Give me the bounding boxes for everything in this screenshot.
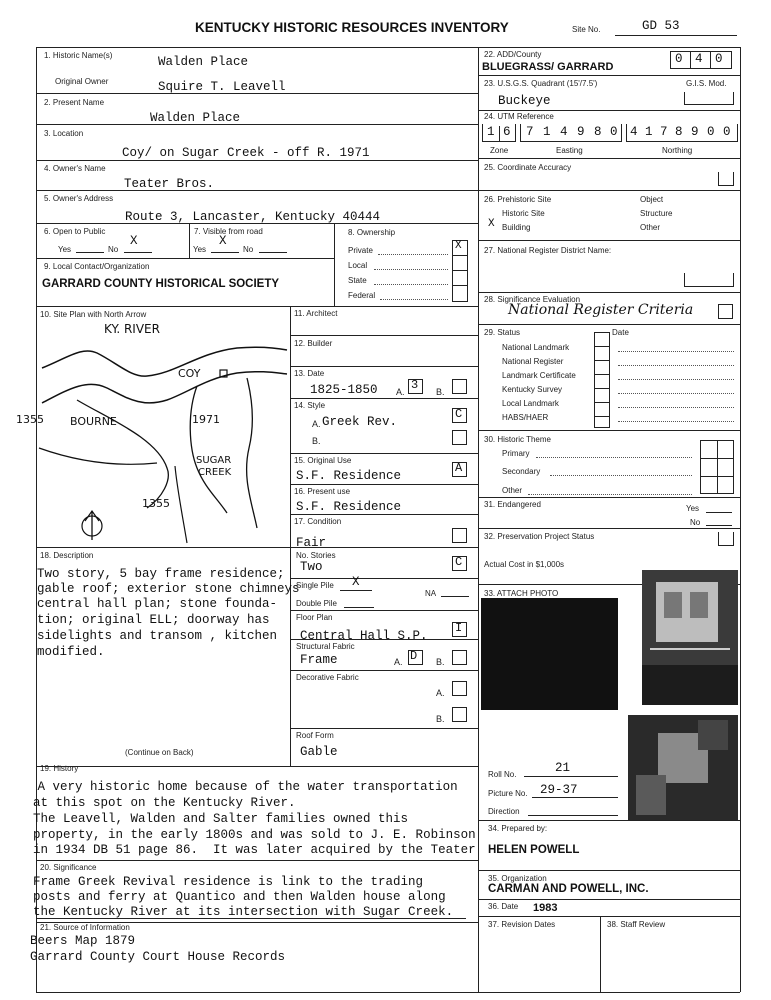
sugar-creek bbox=[190, 386, 227, 513]
description-line-3: central hall plan; stone founda- bbox=[37, 597, 278, 611]
floor-plan-label: Floor Plan bbox=[296, 613, 333, 622]
utm-easting-6: 0 bbox=[610, 125, 618, 139]
original-use-label: 15. Original Use bbox=[294, 456, 352, 465]
history-line-5: in 1934 DB 51 page 86. It was later acquired by the Teater bbox=[33, 843, 476, 857]
owner-address-value: Route 3, Lancaster, Kentucky 40444 bbox=[125, 210, 381, 224]
visible-road-label: 7. Visible from road bbox=[194, 227, 263, 236]
description-label: 18. Description bbox=[40, 551, 94, 560]
source-label: 21. Source of Information bbox=[40, 923, 130, 932]
ownership-private: Private bbox=[348, 246, 373, 255]
significance-eval-label: 28. Significance Evaluation bbox=[484, 295, 581, 304]
utm-northing-2: 1 bbox=[645, 125, 653, 139]
roof-form-label: Roof Form bbox=[296, 731, 334, 740]
add-county-value: BLUEGRASS/ GARRARD bbox=[482, 61, 614, 73]
floor-plan-value: Central Hall S.P. bbox=[300, 629, 428, 640]
description-line-2: gable roof; exterior stone chimneys bbox=[37, 582, 300, 596]
preservation-status-label: 32. Preservation Project Status bbox=[484, 532, 595, 541]
river-south-bank bbox=[42, 372, 287, 403]
present-use-label: 16. Present use bbox=[294, 487, 351, 496]
organization-value: CARMAN AND POWELL, INC. bbox=[488, 883, 649, 895]
source-line-1: Beers Map 1879 bbox=[30, 934, 136, 948]
roll-no-label: Roll No. bbox=[488, 770, 517, 779]
description-line-4: tion; original ELL; doorway has bbox=[37, 613, 270, 627]
ownership-state: State bbox=[348, 276, 367, 285]
status-national-register: National Register bbox=[502, 357, 564, 366]
description-line-1: Two story, 5 bay frame residence; bbox=[37, 567, 285, 581]
status-landmark-certificate: Landmark Certificate bbox=[502, 371, 576, 380]
significance-line-1: Frame Greek Revival residence is link to the trading bbox=[33, 875, 424, 889]
present-name-value: Walden Place bbox=[150, 111, 241, 125]
site-plan-map bbox=[37, 318, 289, 546]
style-label: 14. Style bbox=[294, 401, 326, 410]
status-local-landmark: Local Landmark bbox=[502, 399, 559, 408]
history-line-2: at this spot on the Kentucky River. bbox=[33, 796, 296, 810]
endangered-yes: Yes bbox=[686, 504, 700, 513]
stories-code: C bbox=[455, 555, 463, 569]
roof-form-value: Gable bbox=[300, 745, 338, 759]
attach-photo-label: 33. ATTACH PHOTO bbox=[484, 589, 559, 598]
status-date-label: Date bbox=[612, 328, 629, 337]
direction-label: Direction bbox=[488, 807, 520, 816]
map-river-label: KY. RIVER bbox=[104, 322, 160, 336]
builder-label: 12. Builder bbox=[294, 339, 333, 348]
utm-easting-4: 9 bbox=[577, 125, 585, 139]
structural-fabric-b-label: B. bbox=[436, 657, 445, 667]
county-code-1: 0 bbox=[675, 52, 683, 66]
double-pile-label: Double Pile bbox=[296, 599, 337, 608]
location-label: 3. Location bbox=[44, 129, 84, 138]
utm-zone-label: Zone bbox=[490, 146, 509, 155]
open-public-yes: Yes bbox=[58, 245, 72, 254]
object-label: Object bbox=[640, 195, 664, 204]
utm-northing-3: 7 bbox=[660, 125, 668, 139]
utm-easting-5: 8 bbox=[594, 125, 602, 139]
road-1355-west bbox=[39, 448, 157, 464]
history-line-4: property, in the early 1800s and was sold to J. E. Robinson bbox=[33, 828, 476, 842]
prepared-by-value: HELEN POWELL bbox=[488, 844, 580, 856]
utm-zone-2: 6 bbox=[503, 125, 511, 139]
coordinate-accuracy-label: 25. Coordinate Accuracy bbox=[484, 163, 572, 172]
utm-easting-3: 4 bbox=[560, 125, 568, 139]
history-label: 19. History bbox=[40, 764, 79, 773]
county-code-3: 0 bbox=[715, 52, 723, 66]
significance-eval-value: National Register Criteria bbox=[508, 302, 694, 318]
original-owner-label: Original Owner bbox=[55, 77, 109, 86]
roll-no-value: 21 bbox=[555, 761, 571, 775]
map-1355-south-label: 1355 bbox=[142, 497, 170, 510]
picture-no-value: 29-37 bbox=[540, 783, 578, 797]
add-county-label: 22. ADD/County bbox=[484, 50, 542, 59]
utm-northing-5: 9 bbox=[691, 125, 699, 139]
visible-road-no: No bbox=[243, 245, 254, 254]
road-1355-south bbox=[175, 466, 187, 543]
gis-label: G.I.S. Mod. bbox=[686, 79, 727, 88]
site-plan-label: 10. Site Plan with North Arrow bbox=[40, 310, 147, 319]
utm-northing-1: 4 bbox=[630, 125, 638, 139]
map-1971-label: 1971 bbox=[192, 413, 220, 426]
utm-northing-4: 8 bbox=[675, 125, 683, 139]
theme-other-label: Other bbox=[502, 486, 523, 495]
historic-name-label: 1. Historic Name(s) bbox=[44, 51, 113, 60]
map-sugar-label: SUGAR bbox=[196, 455, 232, 466]
style-a-label: A. bbox=[312, 419, 321, 429]
owner-name-value: Teater Bros. bbox=[124, 177, 215, 191]
status-kentucky-survey: Kentucky Survey bbox=[502, 385, 563, 394]
map-1355-west-label: 1355 bbox=[16, 413, 44, 426]
decorative-fabric-a-label: A. bbox=[436, 688, 445, 698]
historic-theme-label: 30. Historic Theme bbox=[484, 435, 551, 444]
historic-name-value: Walden Place bbox=[158, 55, 249, 69]
significance-label: 20. Significance bbox=[40, 863, 97, 872]
theme-primary-label: Primary bbox=[502, 449, 530, 458]
owner-name-label: 4. Owner's Name bbox=[44, 164, 106, 173]
style-code: C bbox=[455, 407, 463, 421]
status-label: 29. Status bbox=[484, 328, 521, 337]
ownership-label: 8. Ownership bbox=[348, 228, 396, 237]
local-contact-label: 9. Local Contact/Organization bbox=[44, 262, 150, 271]
open-public-label: 6. Open to Public bbox=[44, 227, 106, 236]
present-use-value: S.F. Residence bbox=[296, 500, 402, 514]
revision-dates-label: 37. Revision Dates bbox=[488, 920, 556, 929]
style-value: Greek Rev. bbox=[322, 415, 398, 429]
county-code-2: 4 bbox=[695, 52, 703, 66]
utm-northing-6: 0 bbox=[707, 125, 715, 139]
pile-na-label: NA bbox=[425, 589, 437, 598]
organization-label: 35. Organization bbox=[488, 874, 547, 883]
prehistoric-site-label: 26. Prehistoric Site bbox=[484, 195, 552, 204]
date-label: 13. Date bbox=[294, 369, 325, 378]
open-public-no: No bbox=[108, 245, 119, 254]
date-a-label: A. bbox=[396, 387, 405, 397]
date-b-label: B. bbox=[436, 387, 445, 397]
architect-label: 11. Architect bbox=[294, 309, 338, 318]
condition-label: 17. Condition bbox=[294, 517, 342, 526]
quadrant-label: 23. U.S.G.S. Quadrant (15'/7.5') bbox=[484, 79, 598, 88]
history-line-3: The Leavell, Walden and Salter families owned this bbox=[33, 812, 409, 826]
location-value: Coy/ on Sugar Creek - off R. 1971 bbox=[122, 146, 370, 160]
utm-easting-label: Easting bbox=[556, 146, 583, 155]
decorative-fabric-b-label: B. bbox=[436, 714, 445, 724]
other-type-label: Other bbox=[640, 223, 661, 232]
quadrant-value: Buckeye bbox=[498, 94, 551, 108]
photo-redacted-block bbox=[481, 598, 618, 710]
historic-site-label: Historic Site bbox=[502, 209, 545, 218]
present-name-label: 2. Present Name bbox=[44, 98, 105, 107]
floor-plan-code: I bbox=[455, 621, 463, 635]
single-pile-label: Single Pile bbox=[296, 581, 334, 590]
date-a-value: 3 bbox=[411, 378, 419, 392]
single-pile-mark: X bbox=[352, 575, 360, 589]
utm-easting-2: 1 bbox=[543, 125, 551, 139]
condition-value: Fair bbox=[296, 536, 327, 547]
description-line-5: sidelights and transom , kitchen bbox=[37, 629, 278, 643]
structural-fabric-a-value: D bbox=[410, 649, 418, 663]
local-contact-value: GARRARD COUNTY HISTORICAL SOCIETY bbox=[42, 278, 280, 290]
description-line-6: modified. bbox=[37, 645, 105, 659]
prepared-by-label: 34. Prepared by: bbox=[488, 824, 548, 833]
building-mark: X bbox=[488, 218, 495, 230]
date-prepared-value: 1983 bbox=[533, 902, 558, 914]
site-no-value: GD 53 bbox=[642, 19, 680, 33]
map-coy-label: COY bbox=[178, 367, 201, 380]
utm-zone-1: 1 bbox=[487, 125, 495, 139]
form-title: KENTUCKY HISTORIC RESOURCES INVENTORY bbox=[195, 20, 509, 35]
structural-fabric-value: Frame bbox=[300, 653, 338, 667]
theme-secondary-label: Secondary bbox=[502, 467, 541, 476]
open-public-mark: X bbox=[130, 234, 138, 248]
status-habs-haer: HABS/HAER bbox=[502, 413, 549, 422]
endangered-no: No bbox=[690, 518, 701, 527]
significance-line-2: posts and ferry at Quantico and then Walden house along bbox=[33, 890, 446, 904]
ownership-local: Local bbox=[348, 261, 368, 270]
original-use-code: A bbox=[455, 461, 463, 475]
structural-fabric-label: Structural Fabric bbox=[296, 642, 355, 651]
site-no-label: Site No. bbox=[572, 25, 601, 34]
date-value: 1825-1850 bbox=[310, 383, 378, 397]
date-prepared-label: 36. Date bbox=[488, 902, 519, 911]
stories-value: Two bbox=[300, 560, 323, 574]
structure-label: Structure bbox=[640, 209, 673, 218]
status-national-landmark: National Landmark bbox=[502, 343, 570, 352]
continue-on-back: (Continue on Back) bbox=[125, 748, 194, 757]
ownership-federal: Federal bbox=[348, 291, 376, 300]
source-line-2: Garrard County Court House Records bbox=[30, 950, 286, 964]
history-line-1: A very historic home because of the water transportation bbox=[30, 780, 458, 794]
owner-address-label: 5. Owner's Address bbox=[44, 194, 114, 203]
map-creek-label: CREEK bbox=[198, 467, 232, 478]
original-use-value: S.F. Residence bbox=[296, 469, 402, 483]
map-bourne-label: BOURNE bbox=[70, 415, 117, 428]
significance-line-3: the Kentucky River at its intersection with Sugar Creek. bbox=[33, 905, 454, 919]
utm-label: 24. UTM Reference bbox=[484, 112, 554, 121]
decorative-fabric-label: Decorative Fabric bbox=[296, 673, 359, 682]
original-owner-value: Squire T. Leavell bbox=[158, 80, 286, 94]
utm-northing-label: Northing bbox=[662, 146, 693, 155]
building-label: Building bbox=[502, 223, 531, 232]
staff-review-label: 38. Staff Review bbox=[607, 920, 666, 929]
visible-road-mark: X bbox=[219, 234, 227, 248]
photo-house-front bbox=[642, 570, 738, 705]
photo-house-side bbox=[628, 715, 738, 820]
style-b-label: B. bbox=[312, 436, 321, 446]
ownership-mark: X bbox=[455, 240, 462, 252]
structural-fabric-a-label: A. bbox=[394, 657, 403, 667]
visible-road-yes: Yes bbox=[193, 245, 207, 254]
actual-cost-label: Actual Cost in $1,000s bbox=[484, 560, 565, 569]
utm-northing-7: 0 bbox=[723, 125, 731, 139]
road-1971 bbox=[247, 378, 257, 528]
picture-no-label: Picture No. bbox=[488, 789, 528, 798]
utm-easting-1: 7 bbox=[526, 125, 538, 139]
stories-label: No. Stories bbox=[296, 551, 336, 560]
nr-district-label: 27. National Register District Name: bbox=[484, 246, 612, 255]
endangered-label: 31. Endangered bbox=[484, 500, 541, 509]
